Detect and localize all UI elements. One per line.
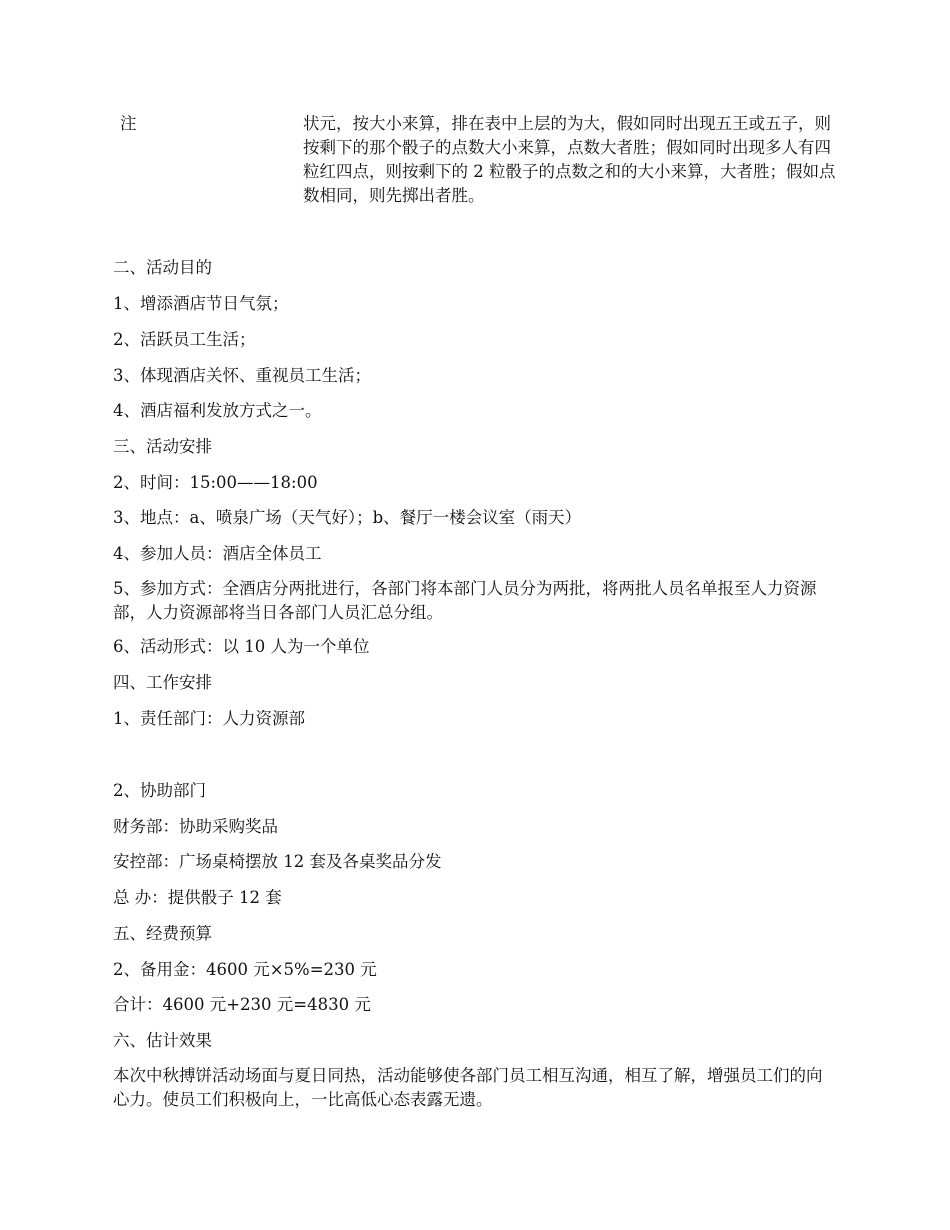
section-heading-budget: 五、经费预算	[113, 924, 212, 943]
work-item: 总 办：提供骰子 12 套	[113, 888, 282, 907]
budget-item: 2、备用金：4600 元×5%=230 元	[113, 960, 377, 979]
arrangement-item: 3、地点：a、喷泉广场（天气好）；b、餐厅一楼会议室（雨天）	[113, 508, 582, 527]
arrangement-item: 6、活动形式：以 10 人为一个单位	[113, 637, 370, 656]
work-item: 安控部：广场桌椅摆放 12 套及各桌奖品分发	[113, 852, 442, 871]
purpose-item: 1、增添酒店节日气氛；	[113, 294, 289, 313]
budget-item: 合计：4600 元+230 元=4830 元	[113, 995, 371, 1014]
section-heading-purpose: 二、活动目的	[113, 258, 212, 277]
arrangement-item: 2、时间：15:00——18:00	[113, 473, 318, 492]
note-label: 注	[120, 114, 137, 133]
section-heading-arrangement: 三、活动安排	[113, 437, 212, 456]
effect-paragraph: 本次中秋搏饼活动场面与夏日同热，活动能够使各部门员工相互沟通，相互了解，增强员工们的向心力。使员工们积极向上，一比高低心态表露无遗。	[113, 1066, 823, 1109]
section-heading-work: 四、工作安排	[113, 673, 212, 692]
arrangement-item: 5、参加方式：全酒店分两批进行，各部门将本部门人员分为两批，将两批人员名单报至人力资源部，人力资源部将当日各部门人员汇总分组。	[113, 579, 817, 622]
section-heading-effect: 六、估计效果	[113, 1031, 212, 1050]
work-item: 财务部：协助采购奖品	[113, 817, 278, 836]
work-item: 2、协助部门	[113, 781, 206, 800]
note-text: 状元，按大小来算，排在表中上层的为大，假如同时出现五王或五子，则按剩下的那个骰子的点数大小来算，点数大者胜；假如同时出现多人有四粒红四点，则按剩下的 2 粒骰子的点数之和的大小来算，大者胜；假如点数相同，则先掷出者胜。	[303, 114, 836, 205]
arrangement-item: 4、参加人员：酒店全体员工	[113, 544, 322, 563]
purpose-item: 4、酒店福利发放方式之一。	[113, 401, 322, 420]
purpose-item: 2、活跃员工生活；	[113, 330, 256, 349]
purpose-item: 3、体现酒店关怀、重视员工生活；	[113, 366, 371, 385]
work-item: 1、责任部门：人力资源部	[113, 709, 305, 728]
